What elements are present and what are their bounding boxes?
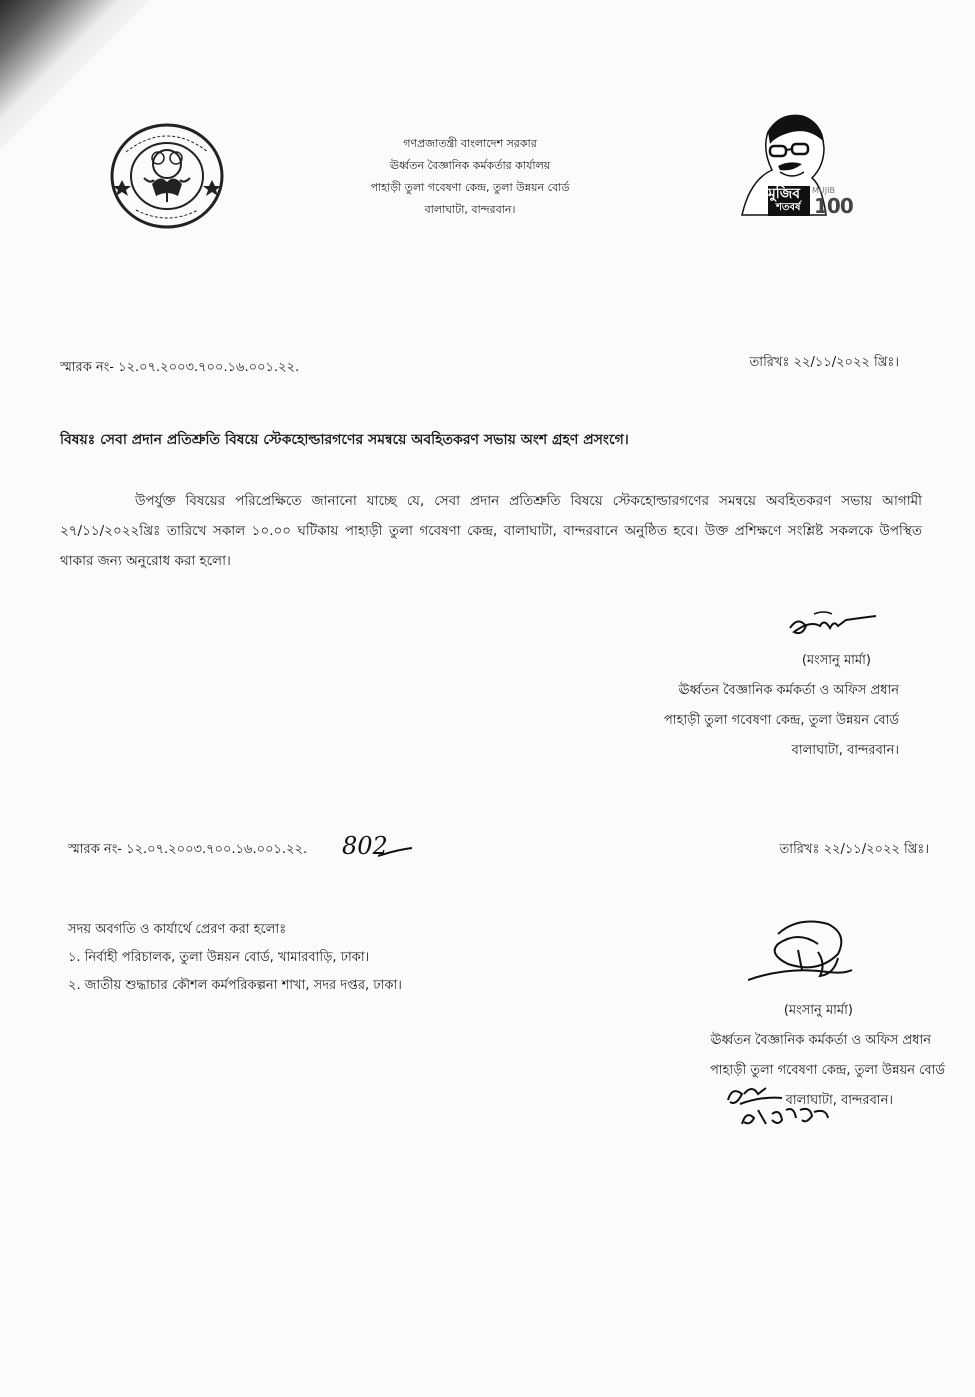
copy-distribution [68,916,402,1000]
mujib-logo-number: 100 [814,194,853,218]
signatory2-location: বালাঘাটা, বান্দরবান। [785,1093,893,1108]
handwritten-dispatch-number: 802 [342,832,388,860]
header-govt: গণপ্রজাতন্ত্রী বাংলাদেশ সরকার [403,137,537,150]
handwritten-initial-date [722,1080,842,1130]
memo2-reference-number: স্মারক নং- ১২.০৭.২০০৩.৭০০.১৬.০০১.২২. [68,842,308,857]
signatory-office: পাহাড়ী তুলা গবেষণা কেন্দ্র, তুলা উন্নয়ন বোর্ড [663,713,899,728]
signatory-location: বালাঘাটা, বান্দরবান। [791,743,899,758]
mujib-100-logo [732,110,882,220]
signatory-name: (মংসানু মার্মা) [801,653,871,668]
header-location: বালাঘাটা, বান্দরবান। [424,203,516,216]
copy-intro: সদয় অবগতি ও কার্যার্থে প্রেরণ করা হলোঃ [68,922,287,937]
signature-scribble-2 [748,914,858,994]
letter-body-text: উপর্যুক্ত বিষয়ের পরিপ্রেক্ষিতে জানানো যাচ্ছে যে, সেবা প্রদান প্রতিশ্রুতি বিষয়ে স্টেকহোল্ডারগণের সমন্বয়ে অবহিতকরণ সভায় আগামী ২৭/১১/২০২২খ্রিঃ তারিখে সকাল ১০.০০ ঘটিকায় পাহাড়ী তুলা গবেষণা কেন্দ্র, বালাঘাটা, বান্দরবানে অনুষ্ঠিত হবে। উক্ত প্রশিক্ষণে সংশ্লিষ্ট সকলকে উপস্থিত থাকার জন্য অনুরোধ করা হলো। [60,493,922,569]
memo2-date: তারিখঃ ২২/১১/২০২২ খ্রিঃ। [779,842,929,857]
copy-item: ২. জাতীয় শুদ্ধাচার কৌশল কর্মপরিকল্পনা শাখা, সদর দপ্তর, ঢাকা। [68,978,402,993]
signatory2-name: (মংসানু মার্মা) [783,1003,853,1018]
memo-reference-number: স্মারক নং- ১২.০৭.২০০৩.৭০০.১৬.০০১.২২. [60,360,300,375]
signature-block-1 [664,646,899,766]
signatory2-designation: ঊর্ধ্বতন বৈজ্ঞানিক কর্মকর্তা ও অফিস প্রধান [710,1033,931,1048]
copy-item: ১. নির্বাহী পরিচালক, তুলা উন্নয়ন বোর্ড, খামারবাড়ি, ঢাকা। [68,950,370,965]
handwritten-underline [378,846,414,860]
signature-scribble-1 [780,606,880,646]
office-header [320,133,620,221]
header-office: ঊর্ধ্বতন বৈজ্ঞানিক কর্মকর্তার কার্যালয় [389,159,551,172]
letter-subject: বিষয়ঃ সেবা প্রদান প্রতিশ্রুতি বিষয়ে স্টেকহোল্ডারগণের সমন্বয়ে অবহিতকরণ সভায় অংশ গ্রহণ প্রসংগে। [60,432,629,448]
letter-body [60,486,922,576]
cotton-board-logo [108,122,226,230]
mujib-logo-text: মুজিব [768,186,801,202]
mujib-logo-latin: MUJIB [812,186,835,195]
header-institute: পাহাড়ী তুলা গবেষণা কেন্দ্র, তুলা উন্নয়ন বোর্ড [370,181,570,194]
signatory-designation: ঊর্ধ্বতন বৈজ্ঞানিক কর্মকর্তা ও অফিস প্রধান [678,683,899,698]
signatory2-office: পাহাড়ী তুলা গবেষণা কেন্দ্র, তুলা উন্নয়ন বোর্ড [709,1063,945,1078]
mujib-logo-subtext: শতবর্ষ [776,202,801,213]
memo-date: তারিখঃ ২২/১১/২০২২ খ্রিঃ। [749,355,899,370]
